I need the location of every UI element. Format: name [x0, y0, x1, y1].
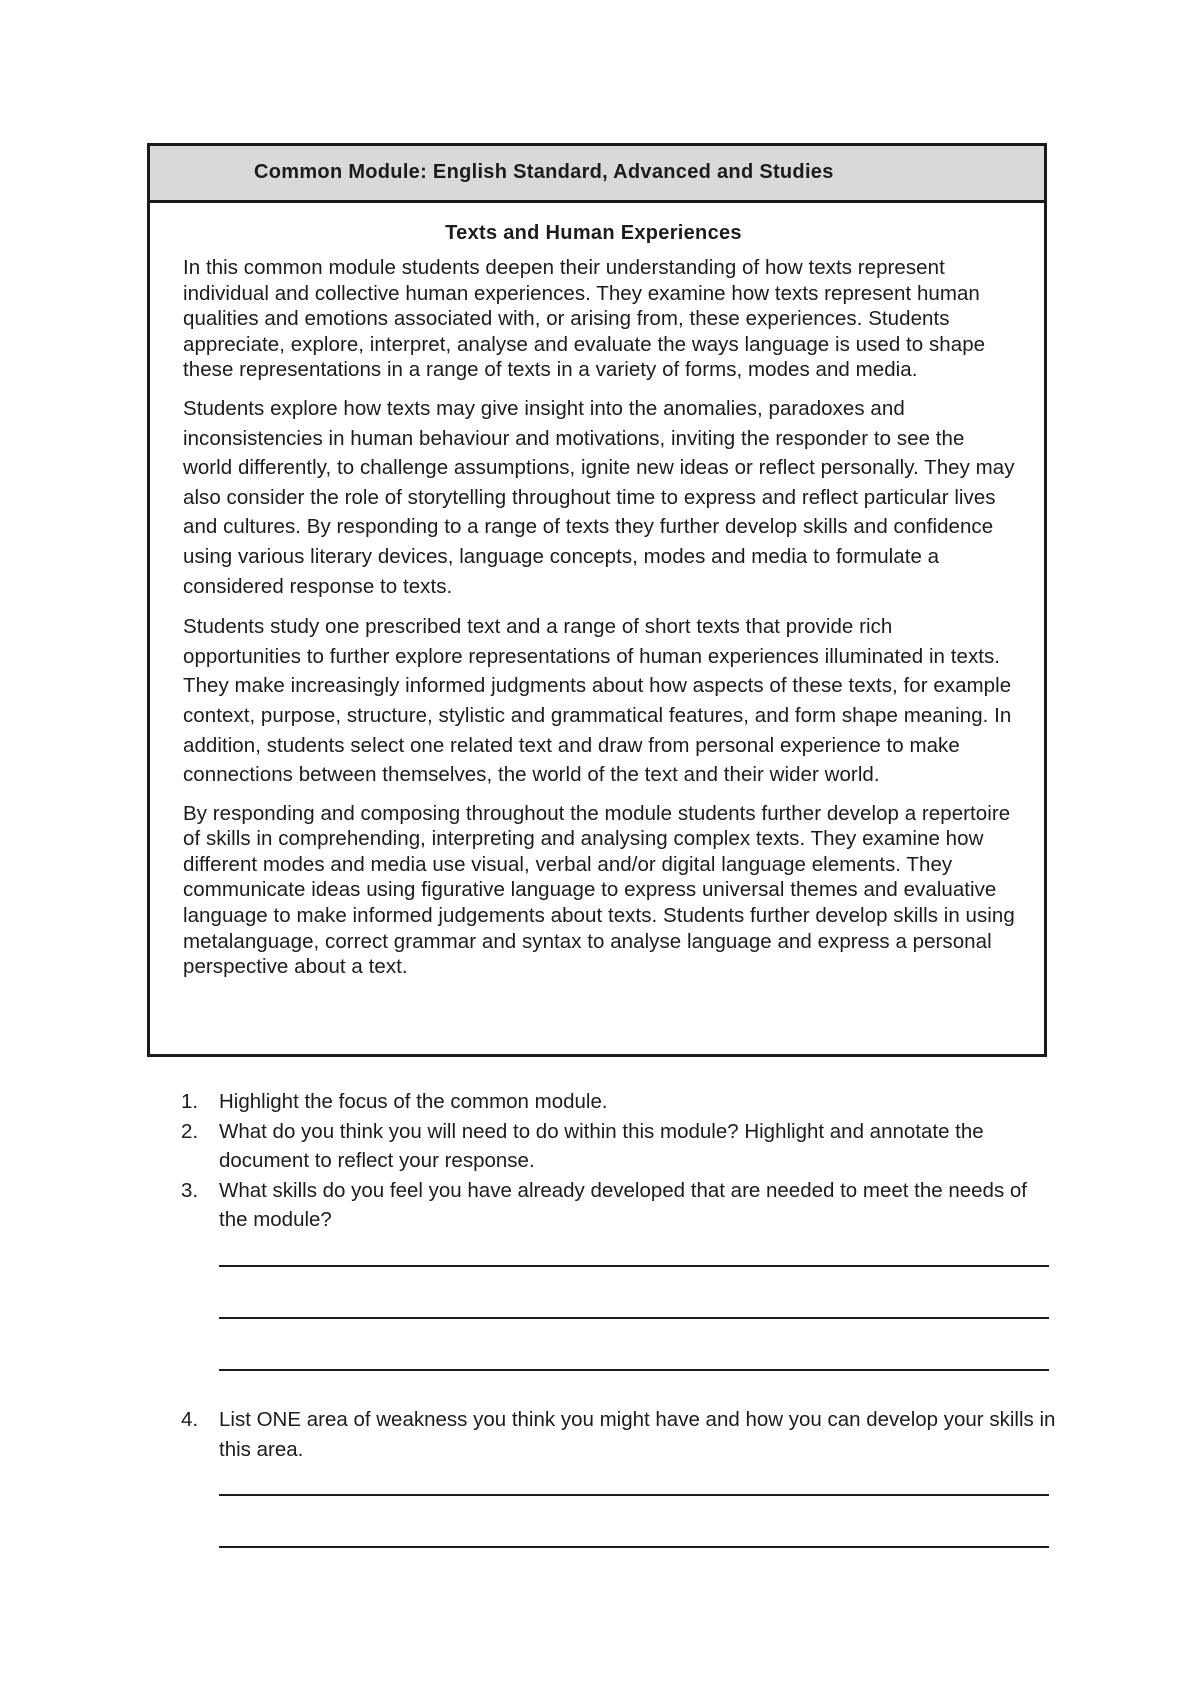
question-1 — [181, 1087, 1061, 1117]
module-title: Common Module: English Standard, Advanced and Studies — [254, 161, 834, 183]
question-text: Highlight the focus of the common module. — [219, 1090, 608, 1113]
module-subtitle: Texts and Human Experiences — [445, 222, 742, 244]
answer-line[interactable] — [219, 1494, 1049, 1496]
question-text: List ONE area of weakness you think you might have and how you can develop your skills in this area. — [219, 1407, 1056, 1461]
module-body — [150, 222, 1044, 980]
question-number: 3. — [181, 1178, 199, 1202]
module-paragraph-1: In this common module students deepen their understanding of how texts represent individual and collective human experiences. They examine how texts represent human qualities and emotions associated with, or arising from, these experiences. Students appreciate, explore, interpret, analyse and evaluate the ways language is used to shape these representations in a range of texts in a variety of forms, modes and media. — [183, 256, 986, 382]
question-number: 1. — [181, 1090, 199, 1113]
question-4 — [181, 1405, 1061, 1464]
question-text: What do you think you will need to do within this module? Highlight and annotate the document to reflect your response. — [219, 1119, 984, 1173]
question-list — [181, 1087, 1061, 1548]
answer-line[interactable] — [219, 1546, 1049, 1548]
question-3 — [181, 1176, 1061, 1235]
question-number: 2. — [181, 1119, 199, 1143]
module-paragraph-3: Students study one prescribed text and a range of short texts that provide rich opportunities to further explore representations of human experiences illuminated in texts. They make increasingly informed judgments about how aspects of these texts, for example context, purpose, structure, stylistic and grammatical features, and form shape meaning. In addition, students select one related text and draw from personal experience to make connections between themselves, the world of the text and their wider world. — [183, 615, 1012, 787]
question-text: What skills do you feel you have already developed that are needed to meet the needs of the module? — [219, 1178, 1027, 1232]
question-2 — [181, 1117, 1061, 1176]
question-number: 4. — [181, 1407, 199, 1431]
answer-line[interactable] — [219, 1265, 1049, 1267]
answer-line[interactable] — [219, 1369, 1049, 1371]
answer-line[interactable] — [219, 1317, 1049, 1319]
module-header — [150, 146, 1044, 203]
module-paragraph-2: Students explore how texts may give insight into the anomalies, paradoxes and inconsistencies in human behaviour and motivations, inviting the responder to see the world differently, to challenge assumptions, ignite new ideas or reflect personally. They may also consider the role of storytelling throughout time to express and reflect particular lives and cultures. By responding to a range of texts they further develop skills and confidence using various literary devices, language concepts, modes and media to formulate a considered response to texts. — [183, 396, 1015, 598]
module-paragraph-4: By responding and composing throughout the module students further develop a repertoire of skills in comprehending, interpreting and analysing complex texts. They examine how different modes and media use visual, verbal and/or digital language elements. They communicate ideas using figurative language to express universal themes and evaluative language to make informed judgements about texts. Students further develop skills in using metalanguage, correct grammar and syntax to analyse language and express a personal perspective about a text. — [183, 801, 1015, 979]
module-description-box — [147, 143, 1047, 1057]
